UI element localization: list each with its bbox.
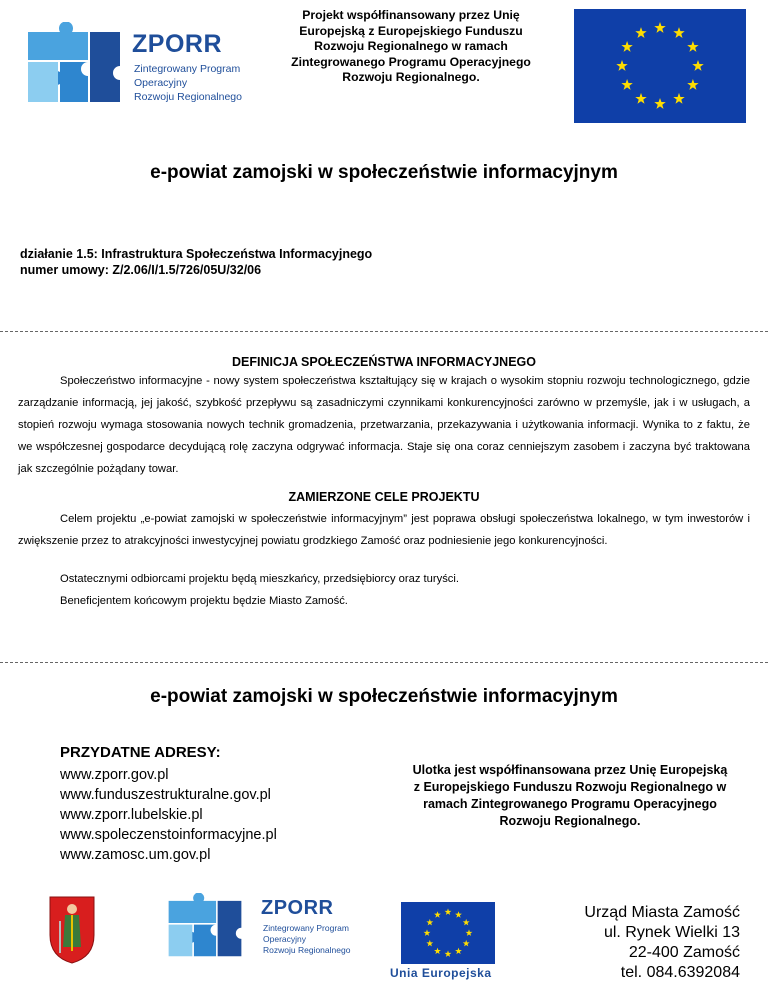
cofinance-header-text: Projekt współfinansowany przez Unię Europejską z Europejskiego Funduszu Rozwoju Regionalnego w ramach Zintegrowanego Programu Operacyjnego Rozwoju Regionalnego.: [291, 8, 531, 84]
eu-flag-icon: [574, 9, 746, 123]
zporr-subtitle: Zintegrowany Program Operacyjny Rozwoju Regionalnego: [134, 63, 242, 103]
address-link[interactable]: www.spoleczenstoinformacyjne.pl: [60, 827, 277, 843]
zporr-wordmark: ZPORR: [132, 30, 222, 58]
office-phone: tel. 084.6392084: [620, 964, 740, 981]
recipients-text: Ostatecznymi odbiorcami projektu będą mieszkańcy, przedsiębiorcy oraz turyści.: [60, 573, 459, 585]
address-list: [60, 765, 277, 865]
action-info: [20, 246, 372, 278]
action-line: działanie 1.5: Infrastruktura Społeczeństwa Informacyjnego: [20, 247, 373, 261]
address-link[interactable]: www.zporr.lubelskie.pl: [60, 807, 203, 823]
goals-heading: ZAMIERZONE CELE PROJEKTU: [288, 490, 480, 504]
address-link[interactable]: www.funduszestrukturalne.gov.pl: [60, 787, 271, 803]
eu-label: Unia Europejska: [390, 966, 492, 980]
eu-flag-small-icon: [401, 902, 495, 964]
zamosc-crest-icon: [48, 895, 96, 965]
zporr-logo-top: [24, 22, 264, 112]
zporr-subtitle: Zintegrowany Program Operacyjny Rozwoju Regionalnego: [263, 923, 351, 955]
divider: [0, 331, 768, 332]
office-address: [560, 903, 740, 983]
zporr-logo-bottom: [165, 893, 365, 963]
puzzle-logo-icon: [24, 22, 124, 108]
office-city: 22-400 Zamość: [628, 944, 740, 961]
office-name: Urząd Miasta Zamość: [584, 904, 740, 921]
page-title: e-powiat zamojski w społeczeństwie informacyjnym: [150, 162, 618, 183]
definition-heading: DEFINICJA SPOŁECZEŃSTWA INFORMACYJNEGO: [232, 355, 536, 369]
contract-number: numer umowy: Z/2.06/I/1.5/726/05U/32/06: [20, 263, 262, 277]
leaflet-cofinance-note: Ulotka jest współfinansowana przez Unię Europejską z Europejskiego Funduszu Rozwoju Regionalnego w ramach Zintegrowanego Programu Operacyjnego Rozwoju Regionalnego.: [412, 763, 728, 828]
address-link[interactable]: www.zamosc.um.gov.pl: [60, 847, 211, 863]
goals-text: Celem projektu „e-powiat zamojski w społeczeństwie informacyjnym” jest poprawa obsługi społeczeństwa lokalnego, w tym inwestorów i zwiększenie przez to atrakcyjności inwestycyjnej powiatu grodzkiego Zamość oraz podniesienie jego konkurencyjności.: [18, 513, 750, 547]
page-title-repeat: e-powiat zamojski w społeczeństwie informacyjnym: [150, 686, 618, 707]
divider: [0, 662, 768, 663]
address-link[interactable]: www.zporr.gov.pl: [60, 767, 169, 783]
definition-text: Społeczeństwo informacyjne - nowy system społeczeństwa kształtujący się w krajach o wysokim stopniu rozwoju technologicznego, gdzie zarządzanie informacją, jej jakość, szybkość przepływu są zasadniczymi czynnikami konkurencyjności zarówno w przemyśle, jak i w usługach, a stopień rozwoju wymaga stosowania nowych technik gromadzenia, przetwarzania, przekazywania i użytkowania informacji. Wynika to z faktu, że we współczesnej gospodarce decydującą rolę zaczyna odgrywać informacja. Staje się ona coraz cenniejszym zasobem i zaczyna być traktowana jak szczególnie pożądany towar.: [18, 375, 750, 475]
addresses-heading: PRZYDATNE ADRESY:: [60, 744, 221, 761]
zporr-wordmark: ZPORR: [261, 897, 334, 919]
office-street: ul. Rynek Wielki 13: [603, 924, 740, 941]
beneficiary-text: Beneficjentem końcowym projektu będzie Miasto Zamość.: [60, 595, 348, 607]
puzzle-logo-icon: [165, 893, 245, 961]
